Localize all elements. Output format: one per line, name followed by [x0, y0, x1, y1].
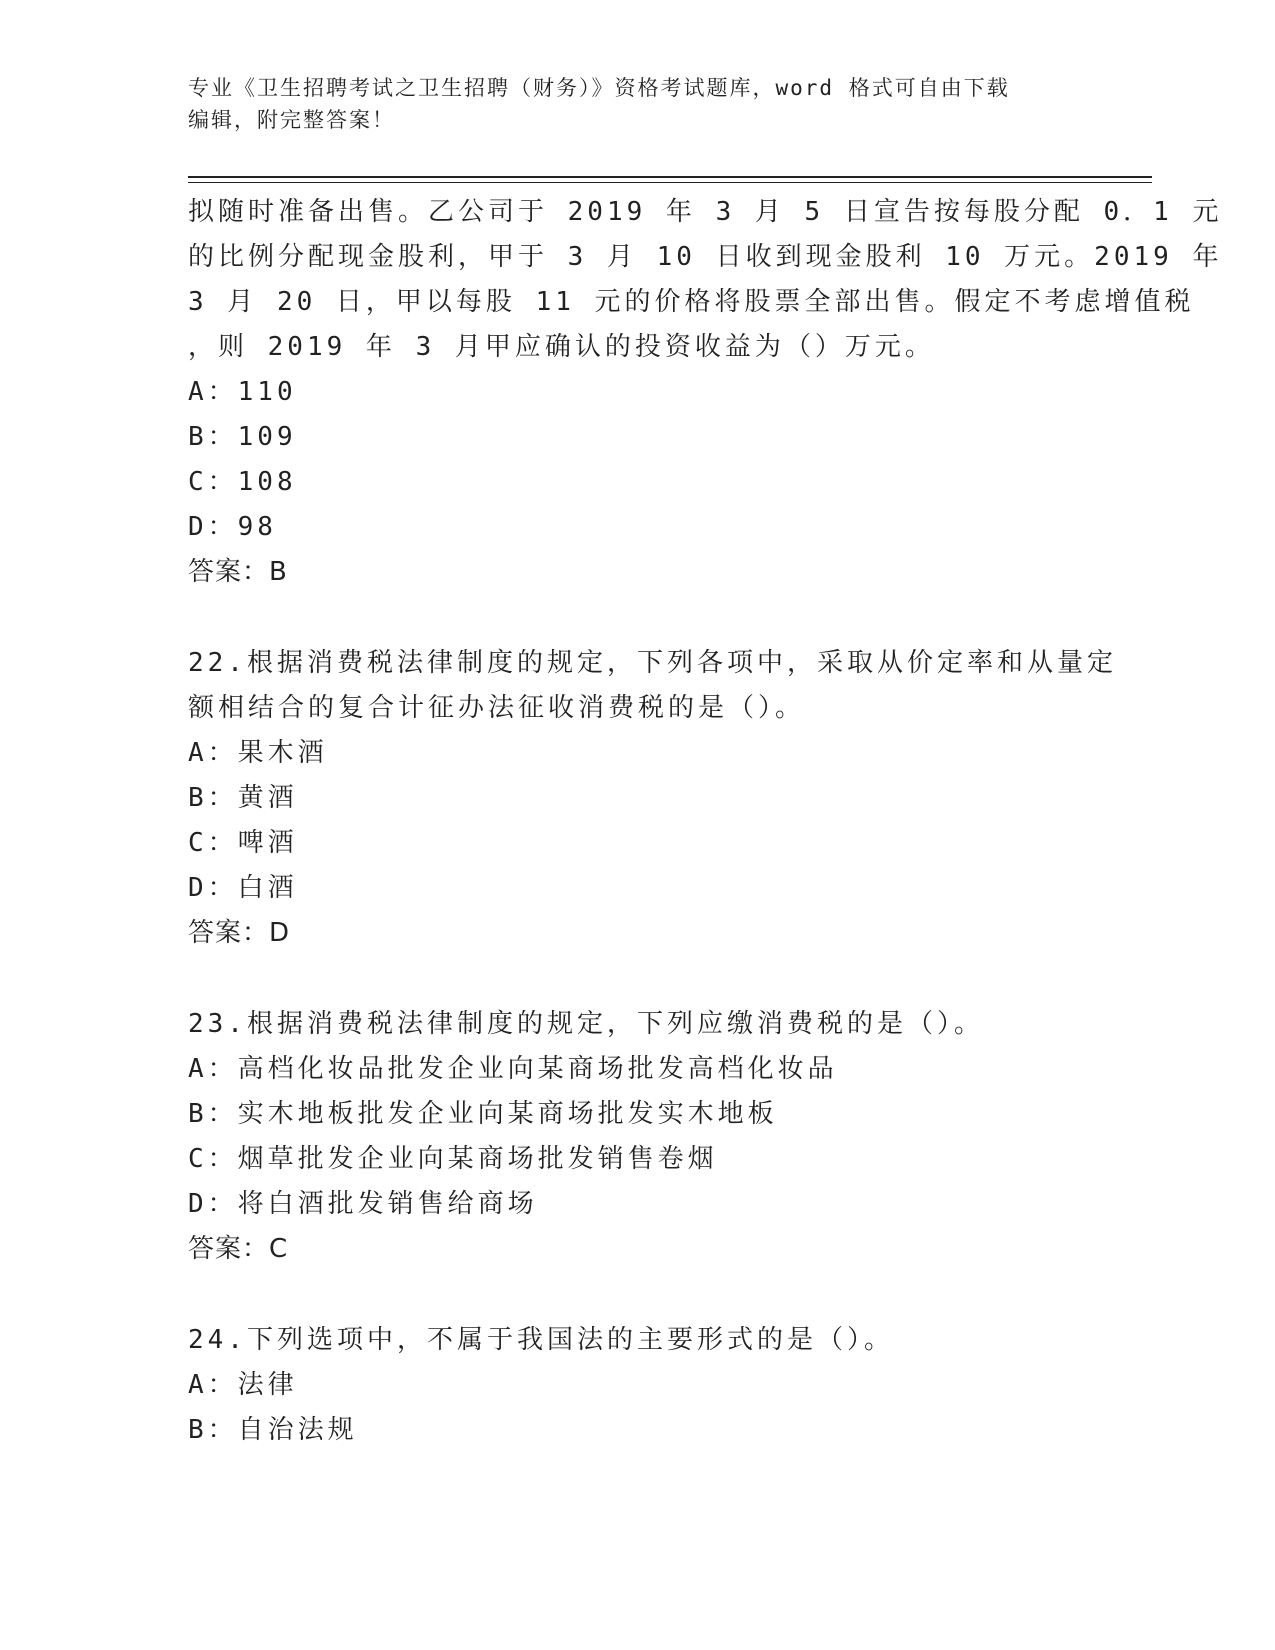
header-divider	[188, 176, 1152, 178]
option-a: A：法律	[188, 1370, 298, 1400]
spacer	[188, 956, 1088, 1002]
header-divider-thin	[188, 182, 1152, 183]
question-text-line: 22.根据消费税法律制度的规定，下列各项中，采取从价定率和从量定	[188, 648, 1117, 678]
question-text-line: 3 月 20 日，甲以每股 11 元的价格将股票全部出售。假定不考虑增值税	[188, 287, 1195, 317]
question-text-line: 拟随时准备出售。乙公司于 2019 年 3 月 5 日宣告按每股分配 0．1 元	[188, 197, 1223, 227]
question-list	[188, 190, 1223, 1453]
question-23	[188, 1002, 1088, 1272]
answer-line: 答案：B	[188, 557, 288, 587]
option-a: A：果木酒	[188, 738, 328, 768]
option-c: C：烟草批发企业向某商场批发销售卷烟	[188, 1144, 718, 1174]
option-b: B：109	[188, 422, 297, 452]
question-text-line: 的比例分配现金股利，甲于 3 月 10 日收到现金股利 10 万元。2019 年	[188, 242, 1223, 272]
answer-line: 答案：D	[188, 918, 291, 948]
answer-line: 答案：C	[188, 1234, 289, 1264]
page-header	[188, 72, 1088, 136]
question-22	[188, 641, 1117, 956]
option-a: A：高档化妆品批发企业向某商场批发高档化妆品	[188, 1054, 838, 1084]
header-line: 专业《卫生招聘考试之卫生招聘（财务）》资格考试题库，word 格式可自由下载	[188, 76, 1010, 100]
option-c: C：108	[188, 467, 297, 497]
question-24	[188, 1318, 1088, 1453]
option-b: B：黄酒	[188, 783, 298, 813]
spacer	[188, 595, 1088, 641]
option-d: D：98	[188, 512, 277, 542]
option-c: C：啤酒	[188, 828, 298, 858]
option-b: B：自治法规	[188, 1415, 358, 1445]
question-text-line: ，则 2019 年 3 月甲应确认的投资收益为（）万元。	[188, 332, 935, 362]
option-d: D：将白酒批发销售给商场	[188, 1189, 538, 1219]
spacer	[188, 1272, 1088, 1318]
question-21	[188, 190, 1223, 595]
question-text-line: 额相结合的复合计征办法征收消费税的是（）。	[188, 693, 806, 723]
option-b: B：实木地板批发企业向某商场批发实木地板	[188, 1099, 778, 1129]
question-text-line: 23.根据消费税法律制度的规定，下列应缴消费税的是（）。	[188, 1009, 984, 1039]
option-a: A：110	[188, 377, 297, 407]
option-d: D：白酒	[188, 873, 298, 903]
question-text-line: 24.下列选项中，不属于我国法的主要形式的是（）。	[188, 1325, 894, 1355]
header-line: 编辑，附完整答案！	[188, 108, 395, 132]
